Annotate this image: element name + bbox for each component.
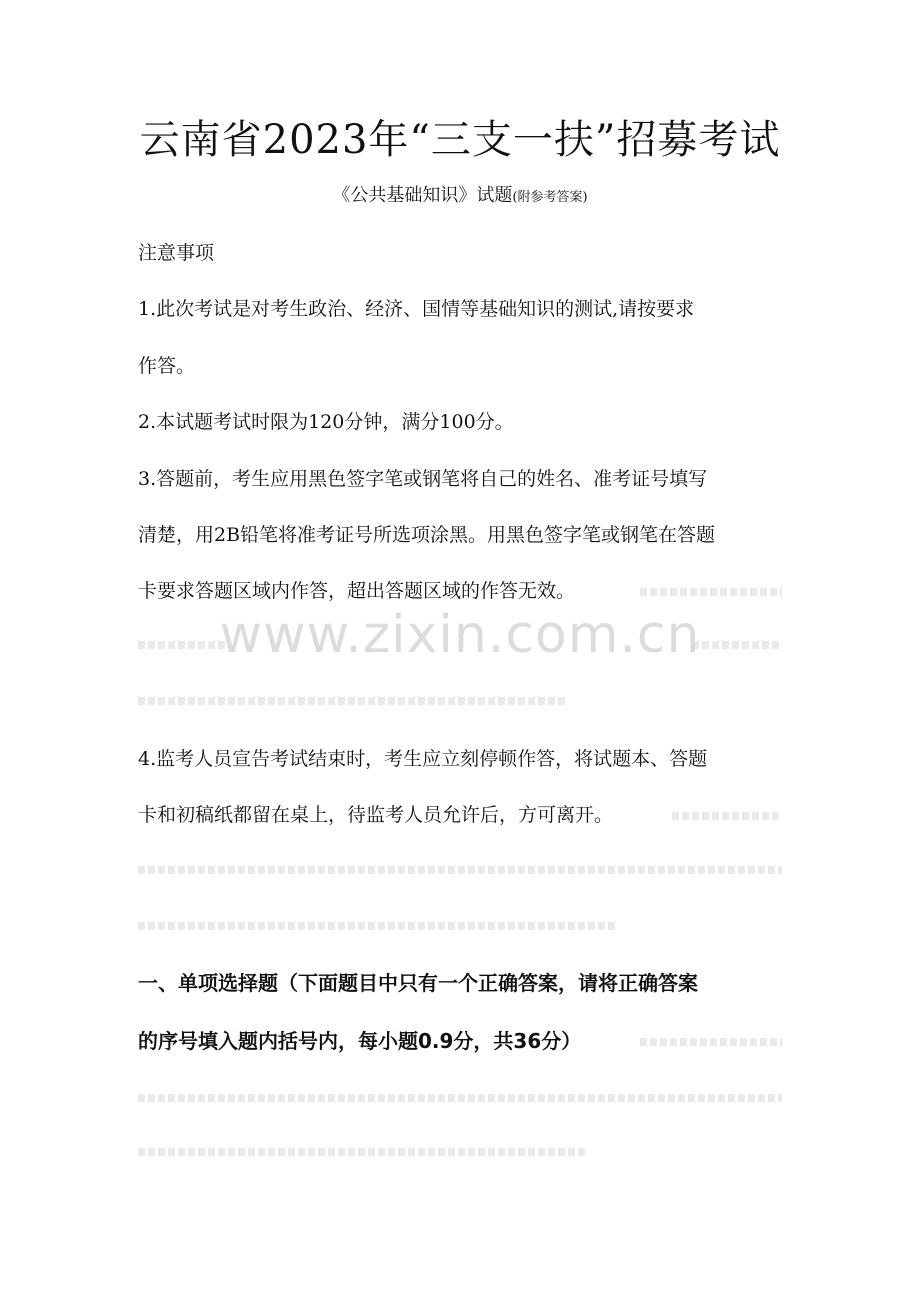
subtitle-note: (附参考答案) (512, 190, 588, 205)
faint-text-row (672, 812, 782, 820)
notice-1-line-2: 作答。 (138, 355, 196, 377)
notice-4-line-2: 卡和初稿纸都留在桌上，待监考人员允许后，方可离开。 (138, 804, 614, 826)
document-subtitle (0, 182, 920, 212)
notice-1-line-1: 1.此次考试是对考生政治、经济、国情等基础知识的测试,请按要求 (138, 298, 695, 320)
faint-text-row (138, 866, 782, 874)
section-1-heading-line-2: 的序号填入题内括号内，每小题0.9分，共36分） (138, 1029, 582, 1053)
faint-text-row (138, 697, 568, 705)
faint-text-row (640, 588, 782, 596)
faint-text-row (138, 1148, 588, 1156)
watermark: www.zixin.com.cn (219, 605, 701, 665)
notice-3-line-3: 卡要求答题区域内作答，超出答题区域的作答无效。 (138, 580, 576, 602)
section-1-heading-line-1: 一、单项选择题（下面题目中只有一个正确答案，请将正确答案 (138, 971, 698, 995)
document-title: 云南省2023年“三支一扶”招募考试 (139, 117, 781, 163)
subtitle-text: 《公共基础知识》试题 (332, 185, 513, 206)
notice-2: 2.本试题考试时限为120分钟，满分100分。 (138, 411, 514, 433)
faint-text-row (138, 922, 618, 930)
notice-heading: 注意事项 (138, 242, 215, 264)
notice-4-line-1: 4.监考人员宣告考试结束时，考生应立刻停顿作答，将试题本、答题 (138, 748, 708, 770)
notice-3-line-2: 清楚，用2B铅笔将准考证号所选项涂黑。用黑色签字笔或钢笔在答题 (138, 524, 716, 546)
faint-text-row (138, 1094, 782, 1102)
notice-3-line-1: 3.答题前，考生应用黑色签字笔或钢笔将自己的姓名、准考证号填写 (138, 468, 708, 490)
faint-text-row (640, 1038, 782, 1046)
